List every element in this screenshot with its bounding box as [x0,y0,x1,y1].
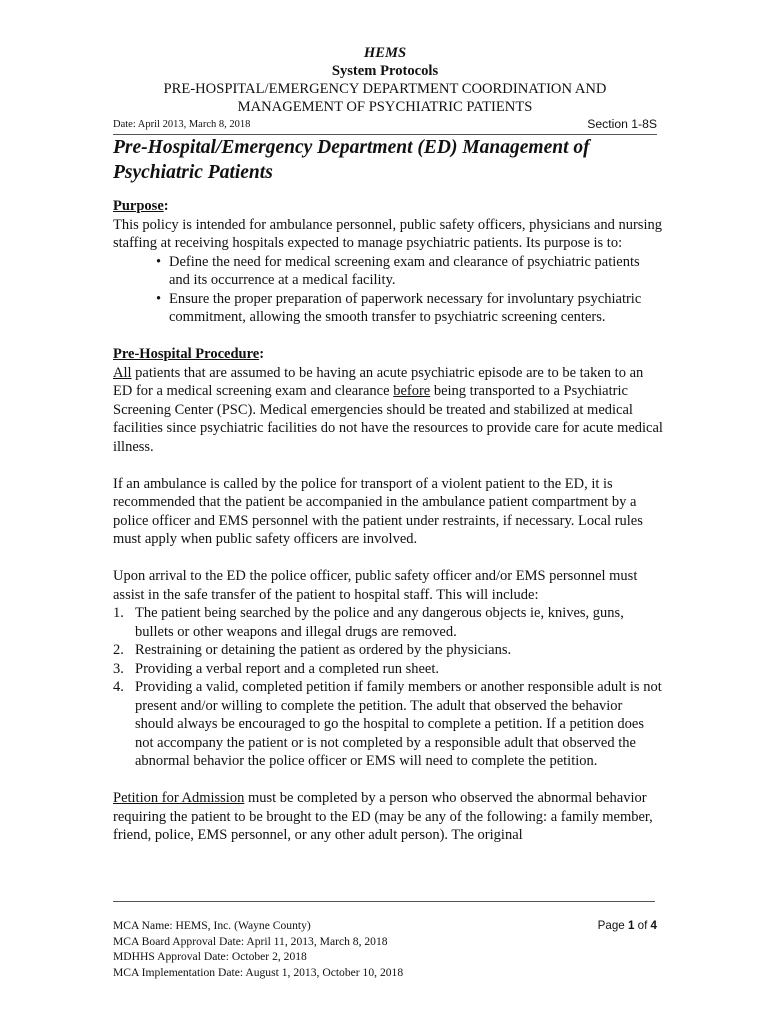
emphasis-all: All [113,364,132,381]
purpose-bullet-list [113,253,663,327]
document-body [113,197,663,845]
prehospital-heading: Pre-Hospital Procedure: [113,346,265,362]
document-footer [113,918,657,980]
purpose-heading: Purpose: [113,198,169,214]
prehospital-paragraph-1: All patients that are assumed to be having an acute psychiatric episode are to be taken to an ED for a medical screening exam and clearance before being transported to a Psychiatric Screening Center (PSC). Medical emergencies should be treated and stabilized at medical facilities since psychiatric facilities do not have the resources to provide care for acute medical illness. [113,364,663,455]
protocols-label: System Protocols [331,63,439,79]
transfer-step: 4. Providing a valid, completed petition if family members or another responsible adult is not present and/or willing to complete the petition. The adult that observed the behavior should always be encouraged to go the hospital to complete a petition. If a petition does not accompany the patient or is not completed by a responsible adult that observed the abnormal behavior the police officer or EMS will need to complete the petition. [113,679,662,769]
mdhhs-approval-date: MDHHS Approval Date: October 2, 2018 [113,950,307,963]
agency-name: HEMS [363,45,407,61]
document-header [113,44,657,116]
implementation-date: MCA Implementation Date: August 1, 2013, October 10, 2018 [113,965,404,979]
board-approval-date: MCA Board Approval Date: April 11, 2013, March 8, 2018 [113,934,388,948]
purpose-bullet: • Ensure the proper preparation of paperwork necessary for involuntary psychiatric commitment, allowing the smooth transfer to psychiatric screening centers. [113,290,663,327]
petition-paragraph: Petition for Admission must be completed by a person who observed the abnormal behavior requiring the patient to be brought to the ED (may be any of the following: a family member, friend, police, EMS personnel, or any other adult person). The original [113,790,653,843]
purpose-intro: This policy is intended for ambulance personnel, public safety officers, physicians and nursing staffing at receiving hospitals expected to manage psychiatric patients. Its purpose is to: [113,216,662,251]
mca-name: MCA Name: HEMS, Inc. (Wayne County) [113,919,311,932]
transfer-steps-list [113,604,663,771]
protocol-title-line-2: MANAGEMENT OF PSYCHIATRIC PATIENTS [237,99,533,115]
page-number: Page 1 of 4 [597,919,657,932]
document-title: Pre-Hospital/Emergency Department (ED) Management of Psychiatric Patients [113,137,590,183]
date-section-line [113,118,657,135]
emphasis-before: before [393,383,431,399]
prehospital-paragraph-3: Upon arrival to the ED the police officer, public safety officer and/or EMS personnel must assist in the safe transfer of the patient to hospital staff. This will include: [113,568,638,603]
footer-divider [113,901,655,902]
transfer-step: 3. Providing a verbal report and a completed run sheet. [113,660,439,677]
purpose-bullet: • Define the need for medical screening exam and clearance of psychiatric patients and its occurrence at a medical facility. [113,253,663,290]
protocol-date: Date: April 2013, March 8, 2018 [113,119,251,130]
transfer-step: 1. The patient being searched by the police and any dangerous objects ie, knives, guns, bullets or other weapons and illegal drugs are removed. [113,605,624,640]
protocol-title-line-1: PRE-HOSPITAL/EMERGENCY DEPARTMENT COORDINATION AND [163,81,607,97]
section-number: Section 1-8S [587,117,657,131]
petition-for-admission-term: Petition for Admission [113,790,245,806]
prehospital-paragraph-2: If an ambulance is called by the police for transport of a violent patient to the ED, it is recommended that the patient be accompanied in the ambulance patient compartment by a police officer and EMS personnel with the patient under restraints, if necessary. Local rules must apply when public safety officers are involved. [113,475,643,547]
transfer-step: 2. Restraining or detaining the patient as ordered by the physicians. [113,642,512,658]
